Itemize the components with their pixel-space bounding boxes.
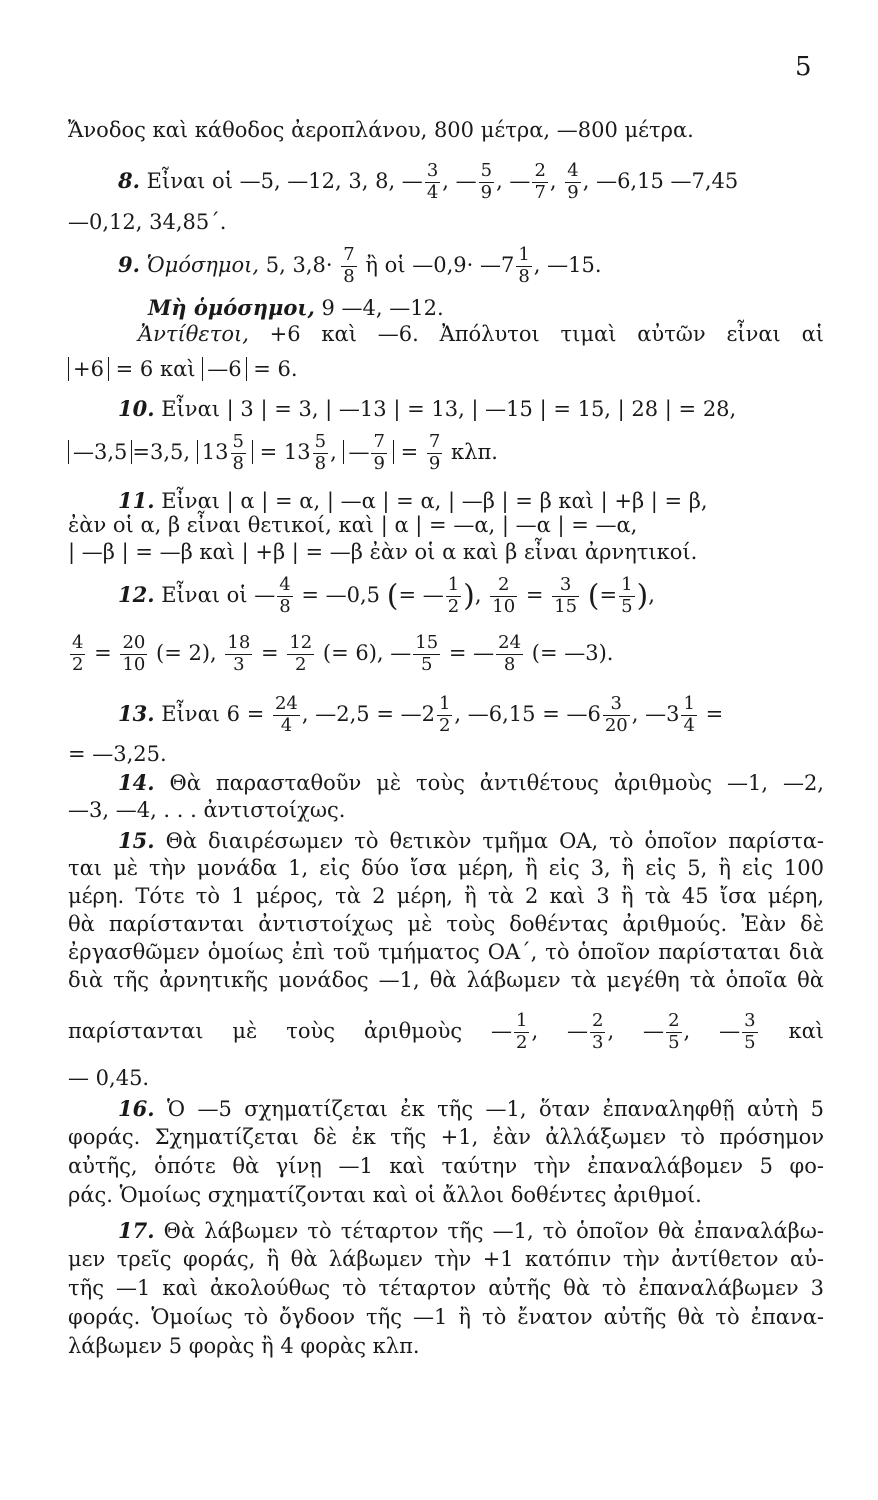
- text-line: Ἄνοδος καὶ κάθοδος ἀεροπλάνου, 800 μέτρα, —800 μέτρα.: [68, 118, 694, 142]
- exercise-17: 17. Θὰ λάβωμεν τὸ τέταρτον τῆς —1, τὸ ὁποῖον θὰ ἐπαναλάβω-: [118, 1218, 824, 1243]
- text-line: φοράς. Σχηματίζεται δὲ ἐκ τῆς +1, ἐὰν ἀλλάξωμεν τὸ πρόσημον: [68, 1125, 824, 1149]
- exercise-number: 12.: [118, 581, 155, 607]
- fraction: $\frac{1}{2}$: [516, 1010, 528, 1053]
- fraction: $\frac{5}{8}$: [314, 431, 327, 474]
- exercise-number: 10.: [118, 396, 155, 421]
- exercise-12: 12. Εἶναι οἱ — $\frac{4}{8}$ = —0,5 (= — $\frac{1}{2}$ ), $\frac{2}{10}$ = $\frac{3}{15}$ (= $\frac{1}{5}$ ),: [118, 574, 655, 617]
- exercise-number: 9.: [118, 251, 140, 277]
- page-number: 5: [795, 52, 812, 82]
- text-line: —3, —4, . . . ἀντιστοίχως.: [68, 798, 346, 822]
- text-line: +6 = 6 καὶ —6 = 6.: [68, 359, 824, 380]
- fraction: $\frac{12}{2}$: [289, 632, 313, 675]
- text-line: παρίστανται μὲ τοὺς ἀριθμοὺς — $\frac{1}{2}$ , — $\frac{2}{3}$ , — $\frac{2}{5}$ , — $\frac{3}{5}$ καὶ: [68, 1010, 824, 1053]
- text-line: αὐτῆς, ὁπότε θὰ γίνῃ —1 καὶ ταύτην τὴν ἐπαναλάβομεν 5 φο-: [68, 1154, 824, 1178]
- fraction: $\frac{1}{2}$: [447, 574, 460, 617]
- text-line: διὰ τῆς ἀρνητικῆς μονάδος —1, θὰ λάβωμεν τὰ μεγέθη τὰ ὁποῖα θὰ: [68, 968, 824, 992]
- fraction: $\frac{5}{9}$: [480, 160, 493, 203]
- absolute-value: — $\frac{7}{9}$: [343, 440, 393, 464]
- exercise-9: 9. Ὁμόσημοι, 5, 3,8· $\frac{7}{8}$ ἢ οἱ —0,9· —7 $\frac{1}{8}$ , —15.: [118, 244, 602, 287]
- fraction: $\frac{2}{3}$: [592, 1010, 604, 1053]
- fraction: $\frac{4}{2}$: [72, 632, 84, 675]
- text-line: | —β | = —β καὶ | +β | = —β ἐὰν οἱ α καὶ β εἶναι ἀρνητικοί.: [68, 540, 698, 564]
- fraction: $\frac{15}{5}$: [415, 632, 439, 675]
- fraction: $\frac{3}{15}$: [554, 574, 578, 617]
- text-line: λάβωμεν 5 φορὰς ἢ 4 φορὰς κλπ.: [68, 1334, 420, 1358]
- absolute-value: +6: [68, 357, 109, 381]
- exercise-14: 14. Θὰ παρασταθοῦν μὲ τοὺς ἀντιθέτους ἀριθμοὺς —1, —2,: [118, 770, 824, 795]
- text-line: Μὴ ὁμόσημοι, 9 —4, —12.: [148, 295, 444, 320]
- exercise-number: 11.: [118, 488, 155, 513]
- text-line: $\frac{4}{2}$ = $\frac{20}{10}$ (= 2), $\frac{18}{3}$ = $\frac{12}{2}$ (= 6), — $\frac{15}{5}$ = — $\frac{24}{8}$ (= —3).: [72, 632, 614, 675]
- text-line: — 0,45.: [68, 1066, 150, 1090]
- exercise-13: 13. Εἶναι 6 = $\frac{24}{4}$ , —2,5 = —2 $\frac{1}{2}$ , —6,15 = —6 $\frac{3}{20}$ , —3 $\frac{1}{4}$ =: [118, 693, 724, 736]
- exercise-number: 17.: [118, 1218, 155, 1243]
- fraction: $\frac{1}{8}$: [518, 244, 530, 287]
- fraction: $\frac{3}{20}$: [604, 693, 628, 736]
- fraction: $\frac{2}{7}$: [534, 160, 546, 203]
- fraction: $\frac{24}{8}$: [498, 632, 522, 675]
- fraction: $\frac{2}{5}$: [668, 1010, 680, 1053]
- fraction: $\frac{4}{9}$: [567, 160, 579, 203]
- fraction: $\frac{7}{8}$: [343, 244, 355, 287]
- fraction: $\frac{4}{8}$: [279, 574, 291, 617]
- fraction: $\frac{1}{4}$: [683, 693, 695, 736]
- exercise-11: 11. Εἶναι | α | = α, | —α | = α, | —β | = β καὶ | +β | = β,: [118, 488, 708, 513]
- fraction: $\frac{3}{4}$: [426, 160, 439, 203]
- text-line: φοράς. Ὁμοίως τὸ ὄγδοον τῆς —1 ἢ τὸ ἔνατον αὐτῆς θὰ τὸ ἐπανα-: [68, 1305, 824, 1329]
- exercise-number: 13.: [118, 700, 155, 726]
- exercise-number: 16.: [118, 1096, 155, 1121]
- fraction: $\frac{3}{5}$: [744, 1010, 756, 1053]
- fraction: $\frac{18}{3}$: [227, 632, 251, 675]
- text-line: μέρη. Τότε τὸ 1 μέρος, τὰ 2 μέρη, ἢ τὰ 2 καὶ 3 ἢ τὰ 45 ἴσα μέρη,: [68, 884, 824, 908]
- text-line: ἐργασθῶμεν ὁμοίως ἐπὶ τοῦ τμήματος ΟΑ΄, τὸ ὁποῖον παρίσταται διὰ: [68, 940, 824, 964]
- fraction: $\frac{1}{2}$: [438, 693, 451, 736]
- text-line: ται μὲ τὴν μονάδα 1, εἰς δύο ἴσα μέρη, ἢ εἰς 3, ἢ εἰς 5, ἢ εἰς 100: [68, 856, 824, 880]
- fraction: $\frac{20}{10}$: [122, 632, 146, 675]
- exercise-number: 14.: [118, 770, 155, 795]
- exercise-8: 8. Εἶναι οἱ —5, —12, 3, 8, — $\frac{3}{4}$ , — $\frac{5}{9}$ , — $\frac{2}{7}$ , $\frac{4}{9}$ , —6,15 —7,45: [118, 160, 739, 203]
- exercise-number: 15.: [118, 828, 155, 853]
- absolute-value: 13 $\frac{5}{8}$: [197, 440, 253, 464]
- text-line: θὰ παρίστανται ἀντιστοίχως μὲ τοὺς δοθέντας ἀριθμούς. Ἐὰν δὲ: [68, 912, 824, 936]
- text-line: ἐὰν οἱ α, β εἶναι θετικοί, καὶ | α | = —α, | —α | = —α,: [68, 513, 638, 537]
- exercise-number: 8.: [118, 167, 140, 193]
- text-line: μεν τρεῖς φοράς, ἢ θὰ λάβωμεν τὴν +1 κατόπιν τὴν ἀντίθετον αὐ-: [68, 1247, 824, 1271]
- exercise-15: 15. Θὰ διαιρέσωμεν τὸ θετικὸν τμῆμα ΟΑ, τὸ ὁποῖον παρίστα-: [118, 828, 824, 853]
- fraction: $\frac{24}{4}$: [274, 693, 298, 736]
- exercise-16: 16. Ὁ —5 σχηματίζεται ἐκ τῆς —1, ὅταν ἐπαναληφθῇ αὐτὴ 5: [118, 1096, 824, 1121]
- absolute-value: —3,5: [68, 440, 132, 464]
- fraction: $\frac{1}{5}$: [621, 574, 633, 617]
- text-line: = —3,25.: [68, 742, 167, 766]
- exercise-10: 10. Εἶναι | 3 | = 3, | —13 | = 13, | —15 | = 15, | 28 | = 28,: [118, 396, 737, 421]
- absolute-value: —6: [202, 357, 246, 381]
- text-line: Ἀντίθετοι, +6 καὶ —6. Ἀπόλυτοι τιμαὶ αὐτῶν εἶναι αἱ: [138, 322, 824, 346]
- fraction: $\frac{2}{10}$: [492, 574, 516, 617]
- text-line: ράς. Ὁμοίως σχηματίζονται καὶ οἱ ἄλλοι δοθέντες ἀριθμοί.: [68, 1183, 702, 1207]
- text-line: —3,5 =3,5, 13 $\frac{5}{8}$ = 13 $\frac{5}{8}$ , — $\frac{7}{9}$ = $\frac{7}{9}$ κλπ.: [68, 433, 824, 474]
- fraction: $\frac{7}{9}$: [428, 431, 441, 474]
- text-line: —0,12, 34,85΄.: [68, 210, 227, 234]
- text-line: τῆς —1 καὶ ἀκολούθως τὸ τέταρτον αὐτῆς θὰ τὸ ἐπαναλάβωμεν 3: [68, 1276, 824, 1300]
